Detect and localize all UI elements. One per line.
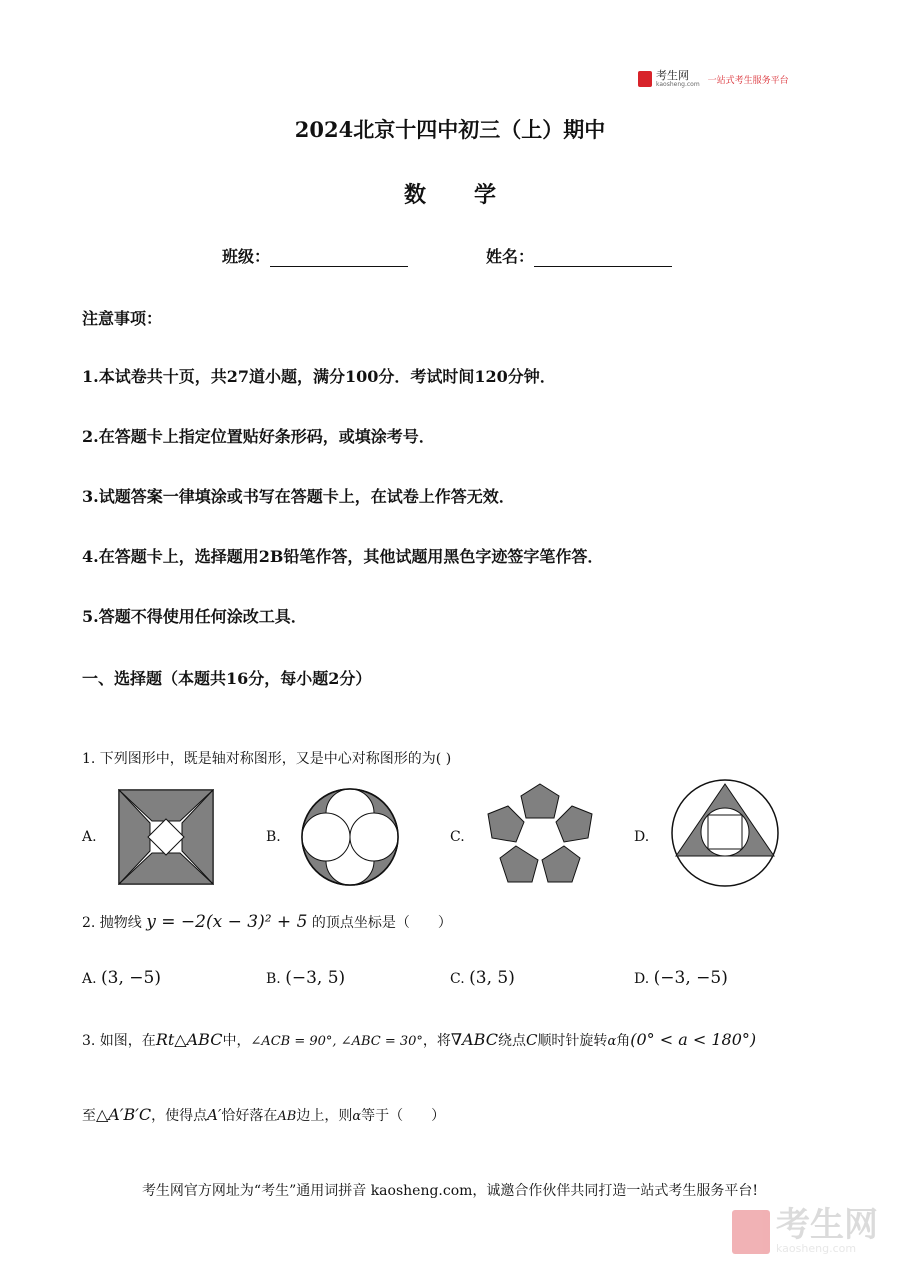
logo-icon [638, 71, 652, 87]
q3-l2-text-2: ，使得点 [151, 1108, 208, 1124]
q3-l2-math-1: △A′B′C [96, 1105, 152, 1124]
q3-l2-text-4: 边上，则 [296, 1108, 353, 1124]
q1-option-a-label: A. [82, 829, 97, 845]
q3-text-4: 绕点 [497, 1033, 526, 1049]
name-blank[interactable] [534, 250, 672, 267]
q2-option-d [634, 968, 728, 988]
notes-heading: 注意事项： [82, 309, 163, 328]
fig-b-circle-left [302, 813, 350, 861]
name-label: 姓名： [486, 247, 535, 266]
q3-math-6: (0° < a < 180°) [630, 1030, 757, 1049]
watermark [732, 1205, 878, 1255]
q2-line [82, 912, 452, 932]
fig-c-pentagon-top [521, 784, 559, 818]
q3-text-3: ，将 [422, 1033, 451, 1049]
q3-math-3: ∇ABC [450, 1030, 498, 1049]
fig-c-pentagon-bottom-left [500, 846, 538, 882]
q3-l2-math-4: α [352, 1109, 362, 1124]
q1-option-b-label: B. [266, 829, 281, 845]
q2-option-a-value: (3, −5) [101, 968, 161, 988]
subject-title: 数学 [403, 182, 544, 208]
class-label: 班级： [222, 247, 271, 266]
q3-l2-text-5: 等于（ ） [361, 1108, 446, 1124]
q3-l2-math-3: AB [277, 1109, 297, 1124]
q1-text: 1. 下列图形中，既是轴对称图形，又是中心对称图形的为( ) [82, 751, 452, 767]
class-blank[interactable] [270, 250, 408, 267]
q2-option-c-value: (3, 5) [469, 968, 515, 988]
q2-prefix: 2. 抛物线 [82, 915, 142, 931]
q3-text-1: 3. 如图，在 [82, 1033, 156, 1049]
q3-math-2: ∠ACB = 90°, ∠ABC = 30° [250, 1034, 423, 1049]
q3-math-4: C [525, 1031, 538, 1049]
q3-text-5: 顺时针旋转 [537, 1033, 608, 1049]
q2-option-d-value: (−3, −5) [653, 968, 728, 988]
page-title: 2024北京十四中初三（上）期中 [294, 117, 606, 142]
q1-figure-a [118, 789, 214, 885]
watermark-icon [732, 1210, 770, 1254]
watermark-text: 考生网 [776, 1205, 878, 1245]
q2-option-a [82, 968, 161, 988]
header-logo [638, 70, 789, 88]
fig-b-circle-right [350, 813, 398, 861]
q2-option-b [266, 968, 345, 988]
note-item-2: 2.在答题卡上指定位置贴好条形码，或填涂考号． [82, 427, 435, 446]
note-item-5: 5.答题不得使用任何涂改工具． [82, 607, 307, 626]
note-item-3: 3.试题答案一律填涂或书写在答题卡上，在试卷上作答无效． [82, 487, 515, 506]
q1-option-d-label: D. [634, 829, 650, 845]
section-heading: 一、选择题（本题共16分，每小题2分） [82, 669, 372, 688]
footer-text: 考生网官方网址为“考生”通用词拼音 kaosheng.com，诚邀合作伙伴共同打造一站式考生服务平台! [141, 1183, 759, 1199]
q2-option-b-value: (−3, 5) [285, 968, 346, 988]
logo-brand-sub: kaosheng.com [656, 81, 700, 88]
fig-c-pentagon-bottom-right [542, 846, 580, 882]
note-item-4: 4.在答题卡上，选择题用2B铅笔作答，其他试题用黑色字迹签字笔作答． [82, 547, 604, 566]
watermark-sub: kaosheng.com [776, 1242, 857, 1255]
q1-figure-b [300, 787, 400, 887]
q2-suffix: 的顶点坐标是（ ） [311, 915, 452, 931]
q2-option-b-label: B. [266, 971, 281, 987]
q2-option-c [450, 968, 515, 988]
q2-option-d-label: D. [634, 971, 650, 987]
fig-d-square [708, 815, 742, 849]
logo-brand: 考生网 [656, 69, 689, 82]
class-field [222, 244, 408, 267]
q2-option-c-label: C. [450, 971, 465, 987]
q1-option-c-label: C. [450, 829, 465, 845]
q3-l2-text-3: 恰好落在 [221, 1108, 278, 1124]
q3-line-2 [82, 1105, 445, 1125]
name-field [486, 244, 672, 267]
q2-formula: y = −2(x − 3)² + 5 [146, 912, 308, 932]
logo-slogan: 一站式考生服务平台 [707, 75, 789, 86]
q3-math-1: Rt△ABC [155, 1030, 223, 1049]
q3-line-1 [82, 1030, 756, 1050]
fig-c-pentagon-left [488, 806, 524, 842]
q1-figure-d [670, 778, 780, 888]
q3-text-2: 中， [222, 1033, 251, 1049]
q1-figure-c [484, 782, 596, 886]
q3-text-6: 角 [616, 1033, 631, 1049]
q3-l2-math-2: A′ [207, 1106, 222, 1124]
fig-c-pentagon-right [556, 806, 592, 842]
q3-math-5: α [607, 1034, 617, 1049]
note-item-1: 1.本试卷共十页，共27道小题，满分100分．考试时间120分钟． [82, 367, 556, 386]
q2-option-a-label: A. [82, 971, 97, 987]
q3-l2-text-1: 至 [82, 1108, 96, 1124]
